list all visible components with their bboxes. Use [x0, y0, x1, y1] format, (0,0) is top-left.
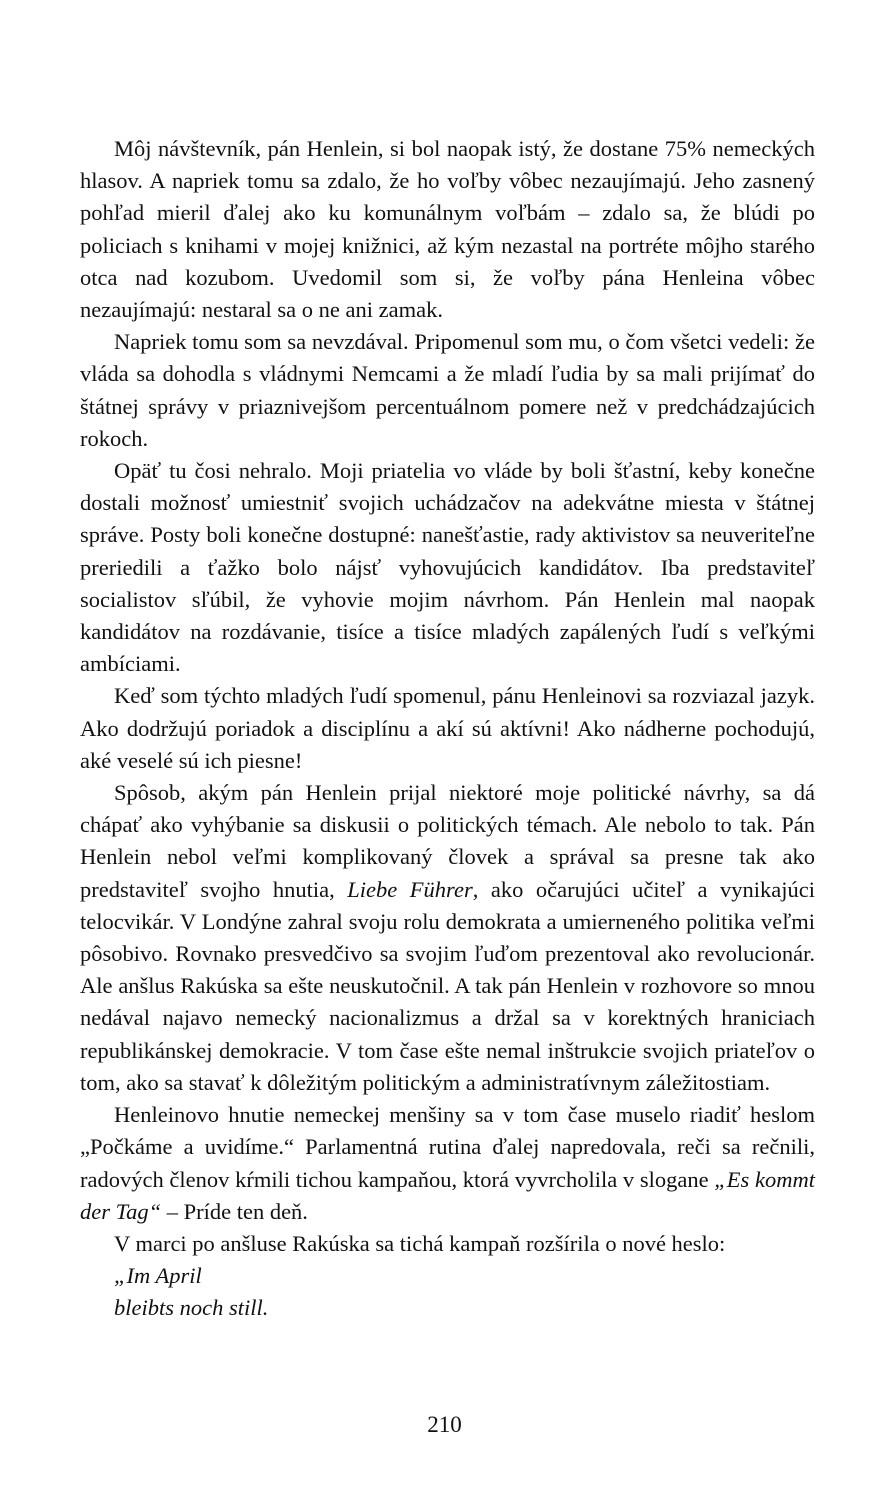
poem-line-1: „Im April — [114, 1263, 202, 1289]
paragraph-text: Napriek tomu som sa nevzdával. Pripomenul som mu, o čom všetci vedeli: že vláda sa dohodla s vládnymi Nemcami a že mladí ľudia by sa mali prijímať do štátnej správy v priaznivejšom percentuálnom pomere než v predchádzajúcich rokoch. — [80, 329, 815, 451]
italic-phrase: Liebe Führer — [347, 876, 473, 902]
paragraph-7 — [80, 1228, 815, 1260]
paragraph-3 — [80, 455, 815, 680]
paragraph-2 — [80, 326, 815, 455]
paragraph-text: Opäť tu čosi nehralo. Moji priatelia vo vláde by boli šťastní, keby konečne dostali možnosť umiestniť svojich uchádzačov na adekvátne miesta v štátnej správe. Posty boli konečne dostupné: nanešťastie, rady aktivistov sa neuveriteľne preriedili a ťažko bolo nájsť vyhovujúcich kandidátov. Iba predstaviteľ socialistov sľúbil, že vyhovie mojim návrhom. Pán Henlein mal naopak kandidátov na rozdávanie, tisíce a tisíce mladých zapálených ľudí s veľkými ambíciami. — [80, 458, 815, 677]
page-number: 210 — [427, 1412, 462, 1437]
paragraph-4 — [80, 680, 815, 777]
paragraph-text: , ako očarujúci učiteľ a vynikajúci telocvikár. V Londýne zahral svoju rolu demokrata a umierneného politika veľmi pôsobivo. Rovnako presvedčivo sa svojim ľuďom prezentoval ako revolucionár. Ale anšlus Rakúska sa ešte neuskutočnil. A tak pán Henlein v rozhovore so mnou nedával najavo nemecký nacionalizmus a držal sa v korektných hraniciach republikánskej demokracie. V tom čase ešte nemal inštrukcie svojich priateľov o tom, ako sa stavať k dôležitým politickým a administratívnym záležitostiam. — [80, 876, 815, 1095]
paragraph-text: Spôsob, akým pán Henlein prijal niektoré moje politické návrhy, sa dá chápať ako vyhýbanie sa diskusii o politických témach. Ale nebolo to tak. Pán Henlein nebol veľmi komplikovaný človek a správal sa presne tak ako predstaviteľ svojho hnutia, — [80, 780, 815, 902]
paragraph-text: – Príde ten deň. — [161, 1198, 308, 1224]
paragraph-text: Keď som týchto mladých ľudí spomenul, pánu Henleinovi sa rozviazal jazyk. Ako dodržujú poriadok a disciplínu a akí sú aktívni! Ako nádherne pochodujú, aké veselé sú ich piesne! — [80, 683, 815, 773]
paragraph-1 — [80, 133, 815, 326]
poem-line-2: bleibts noch still. — [114, 1295, 269, 1321]
paragraph-6 — [80, 1099, 815, 1228]
paragraph-text: V marci po anšluse Rakúska sa tichá kampaň rozšírila o nové heslo: — [114, 1230, 726, 1256]
paragraph-5 — [80, 777, 815, 1099]
paragraph-text: Môj návštevník, pán Henlein, si bol naopak istý, že dostane 75% nemeckých hlasov. A napriek tomu sa zdalo, že ho voľby vôbec nezaujímajú. Jeho zasnený pohľad mieril ďalej ako ku komunálnym voľbám – zdalo sa, že blúdi po policiach s knihami v mojej knižnici, až kým nezastal na portréte môjho starého otca nad kozubom. Uvedomil som si, že voľby pána Henleina vôbec nezaujímajú: nestaral sa o ne ani zamak. — [80, 136, 815, 323]
italic-slogan: „Es kommt der Tag“ — [80, 1166, 815, 1224]
poem-quote — [80, 1260, 815, 1324]
paragraph-text: Henleinovo hnutie nemeckej menšiny sa v tom čase muselo riadiť heslom „Počkáme a uvidíme.“ Parlamentná rutina ďalej napredovala, reči sa rečnili, radových členov kŕmili tichou kampaňou, ktorá vyvrcholila v slogane — [80, 1102, 815, 1192]
page-body — [80, 133, 815, 1325]
